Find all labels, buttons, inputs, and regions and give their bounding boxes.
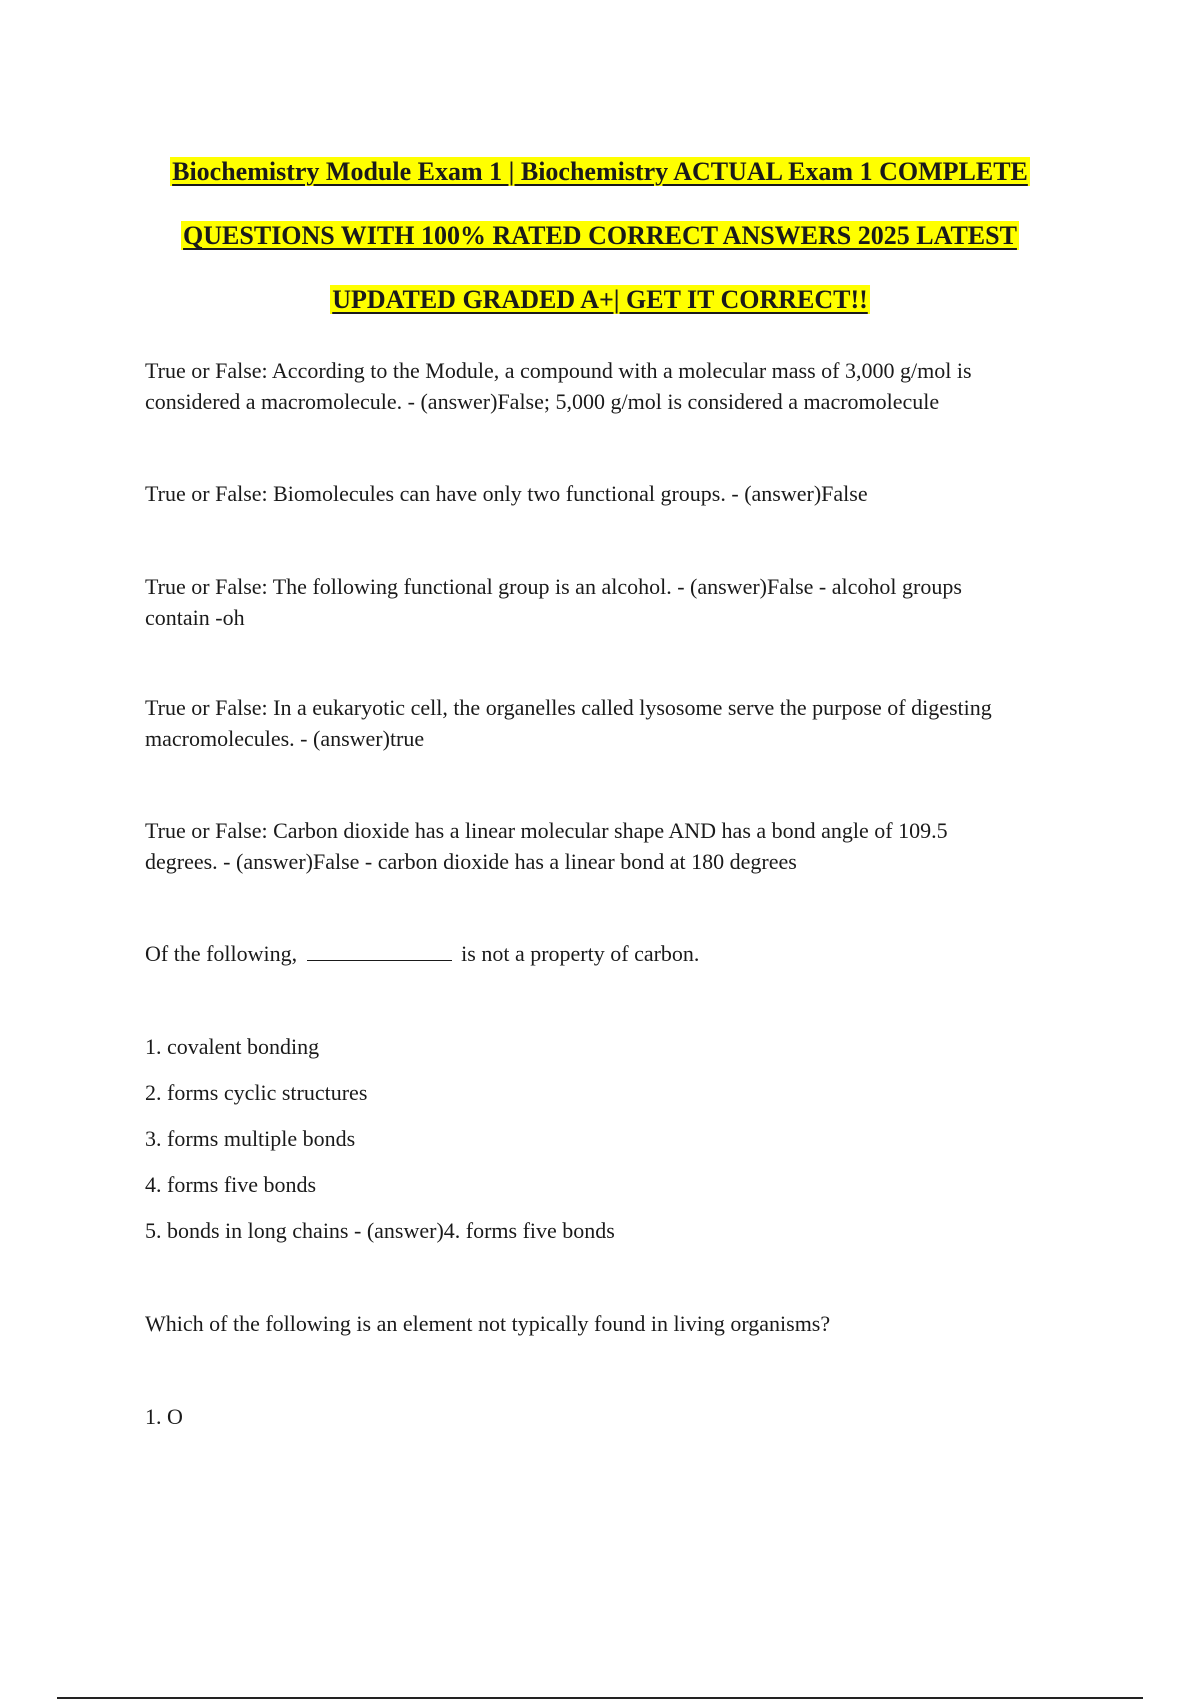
title-line-2: QUESTIONS WITH 100% RATED CORRECT ANSWERS 2025 LATEST [183,221,1017,250]
question-5-line-2: degrees. - (answer)False - carbon dioxide has a linear bond at 180 degrees [145,849,797,874]
question-3 [145,571,1085,633]
question-4-line-2: macromolecules. - (answer)true [145,726,425,751]
question-2-line-1: True or False: Biomolecules can have only two functional groups. - (answer)False [145,481,868,506]
question-5-line-1: True or False: Carbon dioxide has a linear molecular shape AND has a bond angle of 109.5 [145,818,948,843]
question-4 [145,692,1085,754]
title-line-3: UPDATED GRADED A+| GET IT CORRECT!! [332,285,868,314]
question-3-line-2: contain -oh [145,605,245,630]
question-5 [145,815,1085,877]
question-7 [145,1308,1085,1339]
question-4-line-1: True or False: In a eukaryotic cell, the organelles called lysosome serve the purpose of digesting [145,695,992,720]
question-7-line-1: Which of the following is an element not typically found in living organisms? [145,1311,831,1336]
question-6-option-4: 4. forms five bonds [145,1172,317,1197]
fill-in-blank [307,940,452,961]
question-6-option-5: 5. bonds in long chains - (answer)4. forms five bonds [145,1218,615,1243]
question-6-option-1: 1. covalent bonding [145,1034,320,1059]
question-1 [145,355,1085,417]
question-1-line-1: True or False: According to the Module, a compound with a molecular mass of 3,000 g/mol is [145,358,972,383]
question-6-option-3: 3. forms multiple bonds [145,1126,356,1151]
question-6-option-2: 2. forms cyclic structures [145,1080,368,1105]
question-3-line-1: True or False: The following functional group is an alcohol. - (answer)False - alcohol groups [145,574,962,599]
document-title [100,140,1100,332]
question-6-prefix: Of the following, [145,941,298,966]
title-line-1: Biochemistry Module Exam 1 | Biochemistry ACTUAL Exam 1 COMPLETE [172,157,1028,186]
page-bottom-rule [57,1697,1143,1699]
question-7-option-1: 1. O [145,1404,183,1429]
question-2 [145,478,1085,509]
question-6-suffix: is not a property of carbon. [461,941,700,966]
question-6 [145,938,1085,969]
question-1-line-2: considered a macromolecule. - (answer)False; 5,000 g/mol is considered a macromolecule [145,389,940,414]
